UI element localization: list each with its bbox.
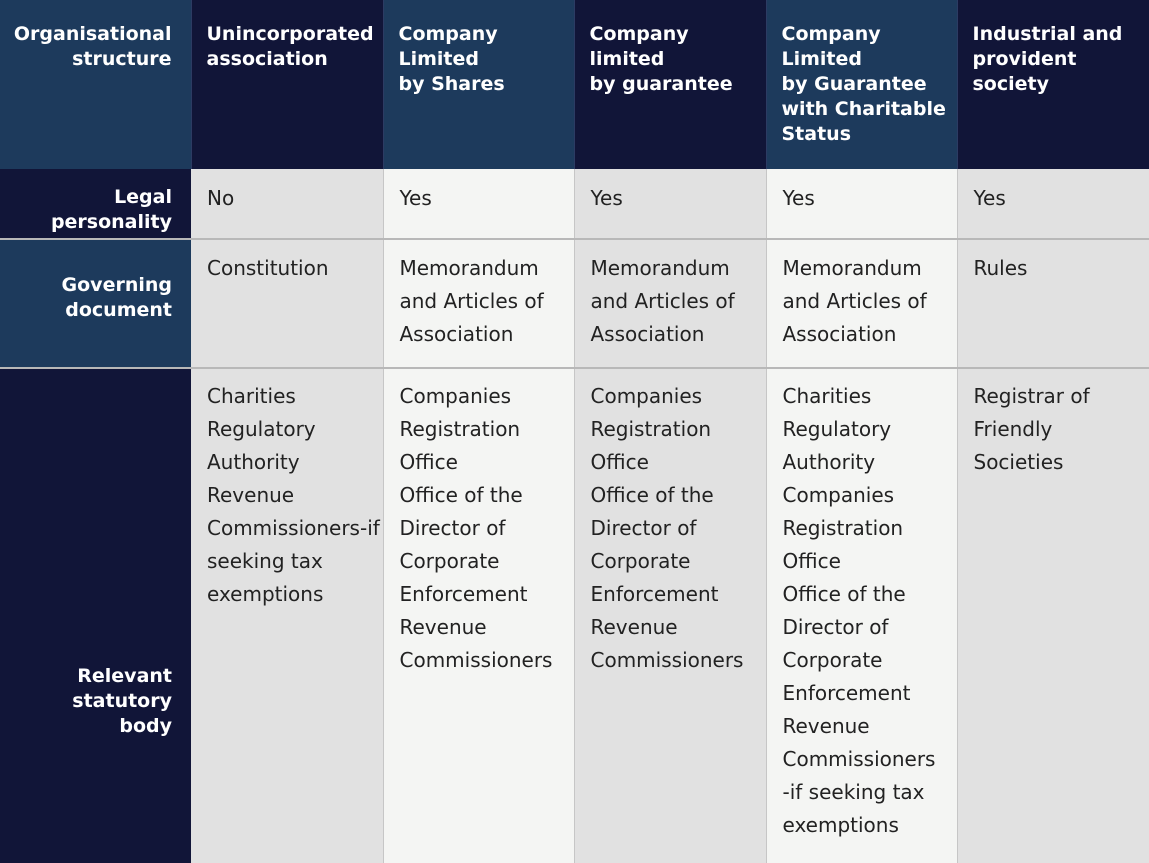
column-header-unincorporated-association: Unincorporated association: [191, 0, 383, 169]
table-cell: No: [191, 169, 383, 239]
row-header-relevant-statutory-body: Relevant statutory body: [0, 368, 191, 863]
table-cell: Yes: [957, 169, 1149, 239]
table-cell: Yes: [383, 169, 574, 239]
table-cell: Charities Regulatory Authority Companies Registration Office Office of the Director of Corporate Enforcement Revenue Commissioners -if seeking tax exemptions: [766, 368, 957, 863]
table-cell: Registrar of Friendly Societies: [957, 368, 1149, 863]
table-cell: Memorandum and Articles of Association: [766, 239, 957, 368]
column-header-clg-charitable: Company Limited by Guarantee with Charitable Status: [766, 0, 957, 169]
table-cell: Rules: [957, 239, 1149, 368]
table-row: [0, 169, 1149, 239]
table-cell: Companies Registration Office Office of the Director of Corporate Enforcement Revenue Commissioners: [383, 368, 574, 863]
table-row: [0, 239, 1149, 368]
table-cell: Companies Registration Office Office of the Director of Corporate Enforcement Revenue Commissioners: [574, 368, 766, 863]
column-header-structure: Organisational structure: [0, 0, 191, 169]
header-row: [0, 0, 1149, 169]
table-cell: Yes: [766, 169, 957, 239]
column-header-company-limited-by-guarantee: Company limited by guarantee: [574, 0, 766, 169]
table-cell: Charities Regulatory Authority Revenue Commissioners-if seeking tax exemptions: [191, 368, 383, 863]
column-header-industrial-provident-society: Industrial and provident society: [957, 0, 1149, 169]
table-cell: Memorandum and Articles of Association: [383, 239, 574, 368]
table-cell: Memorandum and Articles of Association: [574, 239, 766, 368]
column-header-company-limited-by-shares: Company Limited by Shares: [383, 0, 574, 169]
table-cell: Yes: [574, 169, 766, 239]
row-header-governing-document: Governing document: [0, 239, 191, 368]
table-cell: Constitution: [191, 239, 383, 368]
table-row: [0, 368, 1149, 863]
row-header-legal-personality: Legal personality: [0, 169, 191, 239]
